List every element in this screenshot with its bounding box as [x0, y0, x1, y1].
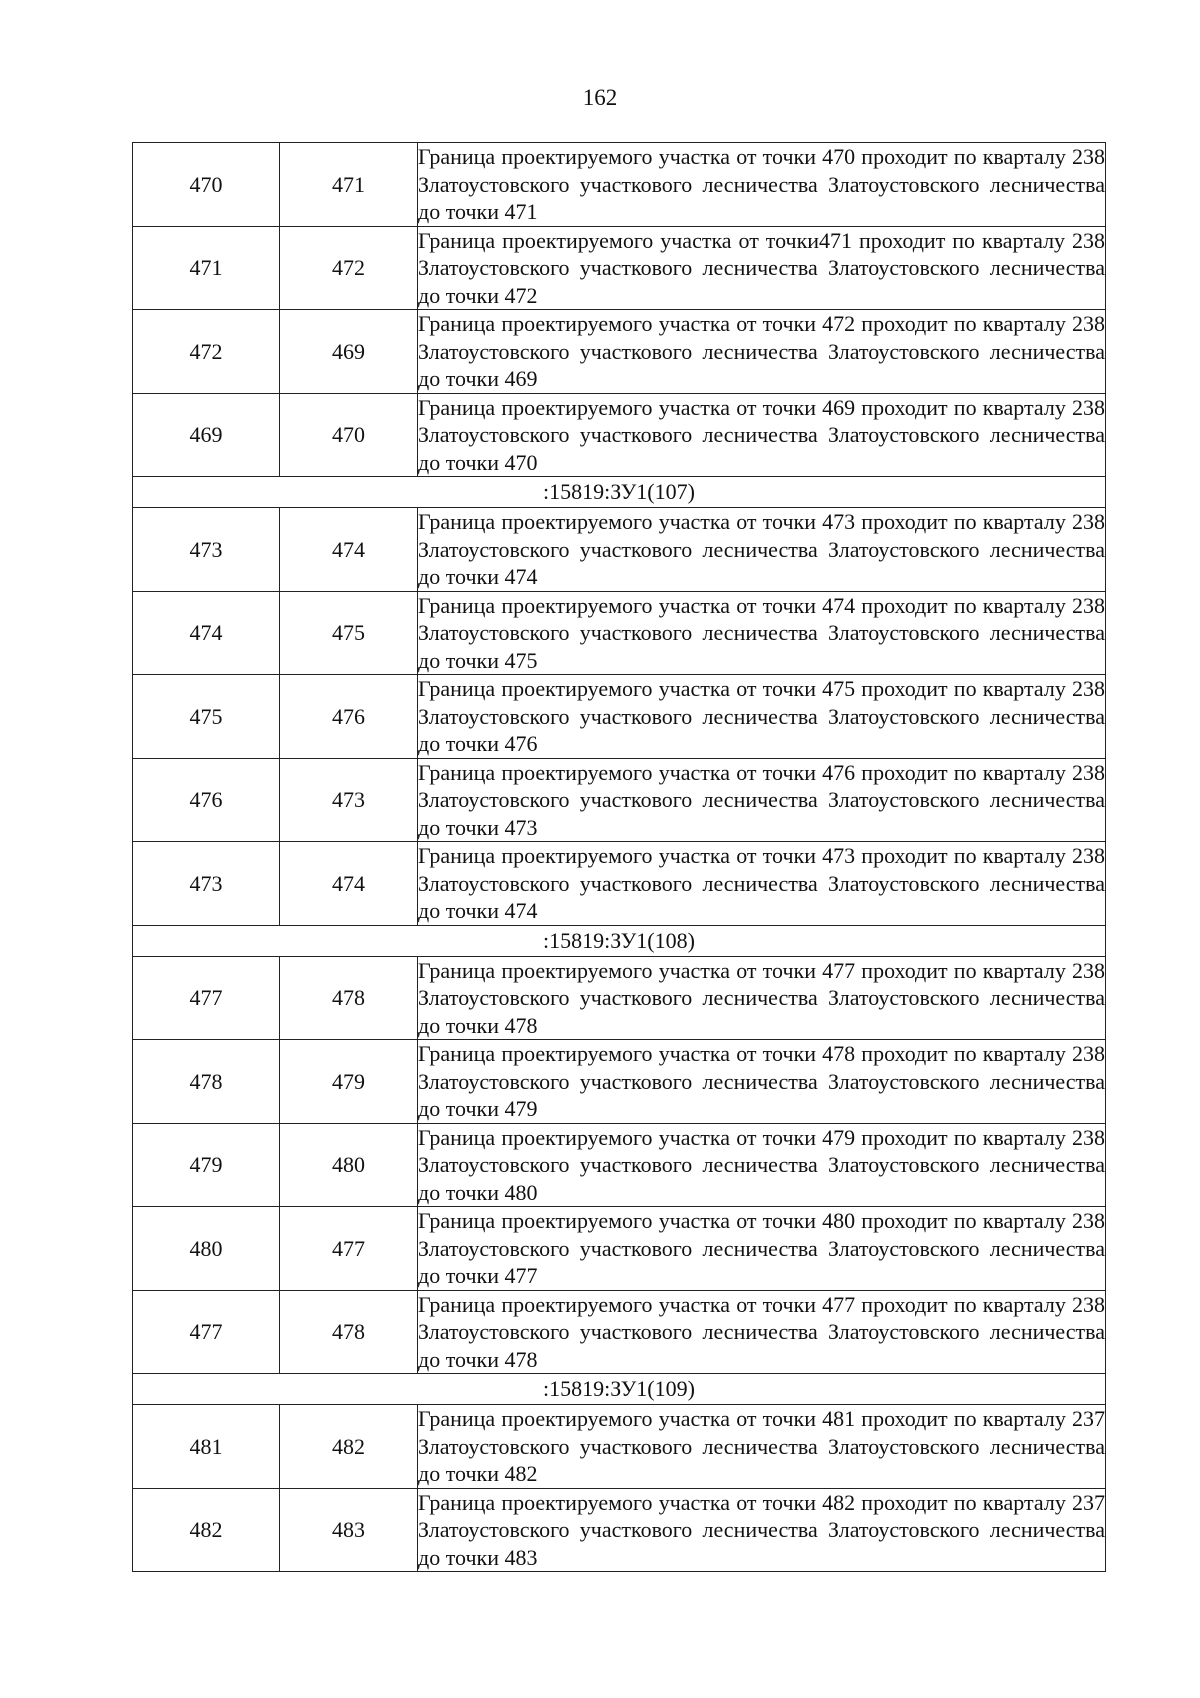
to-point-cell: 472 — [280, 226, 418, 310]
boundary-table — [132, 142, 1106, 1572]
description-cell: Граница проектируемого участка от точки 477 проходит по кварталу 238 Златоустовского участкового лесничества Златоустовского лесничества до точки 478 — [418, 1291, 1105, 1372]
table-row — [133, 1405, 1106, 1489]
from-point-cell: 478 — [133, 1040, 280, 1124]
from-point-cell: 479 — [133, 1123, 280, 1207]
section-header-row — [133, 925, 1106, 956]
from-point-cell: 473 — [133, 842, 280, 926]
to-point-cell: 474 — [280, 842, 418, 926]
to-point-cell: 475 — [280, 591, 418, 675]
table-row — [133, 675, 1106, 759]
to-point-cell: 479 — [280, 1040, 418, 1124]
to-point-cell: 469 — [280, 310, 418, 394]
to-point-cell: 482 — [280, 1405, 418, 1489]
description-cell: Граница проектируемого участка от точки 480 проходит по кварталу 238 Златоустовского участкового лесничества Златоустовского лесничества до точки 477 — [418, 1208, 1105, 1288]
description-cell: Граница проектируемого участка от точки 477 проходит по кварталу 238 Златоустовского участкового лесничества Златоустовского лесничества до точки 478 — [418, 957, 1105, 1038]
section-header-row — [133, 1374, 1106, 1405]
table-row — [133, 310, 1106, 394]
description-cell: Граница проектируемого участка от точки 473 проходит по кварталу 238 Златоустовского участкового лесничества Златоустовского лесничества до точки 474 — [418, 509, 1105, 589]
to-point-cell: 471 — [280, 143, 418, 227]
from-point-cell: 474 — [133, 591, 280, 675]
to-point-cell: 470 — [280, 393, 418, 477]
description-cell: Граница проектируемого участка от точки 481 проходит по кварталу 237 Златоустовского участкового лесничества Златоустовского лесничества до точки 482 — [418, 1406, 1105, 1486]
description-cell: Граница проектируемого участка от точки 472 проходит по кварталу 238 Златоустовского участкового лесничества Златоустовского лесничества до точки 469 — [418, 311, 1105, 391]
table-row — [133, 1290, 1106, 1374]
table-row — [133, 1040, 1106, 1124]
to-point-cell: 476 — [280, 675, 418, 759]
table-row — [133, 758, 1106, 842]
description-cell: Граница проектируемого участка от точки 475 проходит по кварталу 238 Златоустовского участкового лесничества Златоустовского лесничества до точки 476 — [418, 676, 1105, 756]
description-cell: Граница проектируемого участка от точки 478 проходит по кварталу 238 Златоустовского участкового лесничества Златоустовского лесничества до точки 479 — [418, 1041, 1105, 1121]
from-point-cell: 473 — [133, 508, 280, 592]
table-row — [133, 226, 1106, 310]
description-cell: Граница проектируемого участка от точки471 проходит по кварталу 238 Златоустовского участкового лесничества Златоустовского лесничества до точки 472 — [418, 227, 1105, 308]
from-point-cell: 477 — [133, 956, 280, 1040]
to-point-cell: 474 — [280, 508, 418, 592]
table-row — [133, 842, 1106, 926]
to-point-cell: 478 — [280, 956, 418, 1040]
description-cell: Граница проектируемого участка от точки 474 проходит по кварталу 238 Златоустовского участкового лесничества Златоустовского лесничества до точки 475 — [418, 592, 1105, 673]
page-number: 162 — [582, 85, 618, 110]
description-cell: Граница проектируемого участка от точки 476 проходит по кварталу 238 Златоустовского участкового лесничества Златоустовского лесничества до точки 473 — [418, 759, 1105, 840]
table-row — [133, 591, 1106, 675]
table-row — [133, 508, 1106, 592]
description-cell: Граница проектируемого участка от точки 482 проходит по кварталу 237 Златоустовского участкового лесничества Златоустовского лесничества до точки 483 — [418, 1489, 1105, 1570]
description-cell: Граница проектируемого участка от точки 479 проходит по кварталу 238 Златоустовского участкового лесничества Златоустовского лесничества до точки 480 — [418, 1124, 1105, 1205]
section-header-cell: :15819:ЗУ1(109) — [133, 1374, 1106, 1405]
table-row — [133, 1488, 1106, 1572]
section-header-cell: :15819:ЗУ1(107) — [133, 477, 1106, 508]
from-point-cell: 480 — [133, 1207, 280, 1291]
from-point-cell: 472 — [133, 310, 280, 394]
table-row — [133, 956, 1106, 1040]
table-row — [133, 143, 1106, 227]
from-point-cell: 470 — [133, 143, 280, 227]
description-cell: Граница проектируемого участка от точки 473 проходит по кварталу 238 Златоустовского участкового лесничества Златоустовского лесничества до точки 474 — [418, 843, 1105, 923]
to-point-cell: 473 — [280, 758, 418, 842]
to-point-cell: 477 — [280, 1207, 418, 1291]
from-point-cell: 477 — [133, 1290, 280, 1374]
to-point-cell: 483 — [280, 1488, 418, 1572]
to-point-cell: 478 — [280, 1290, 418, 1374]
description-cell: Граница проектируемого участка от точки 469 проходит по кварталу 238 Златоустовского участкового лесничества Златоустовского лесничества до точки 470 — [418, 394, 1105, 475]
description-cell: Граница проектируемого участка от точки 470 проходит по кварталу 238 Златоустовского участкового лесничества Златоустовского лесничества до точки 471 — [418, 144, 1105, 224]
section-header-row — [133, 477, 1106, 508]
from-point-cell: 476 — [133, 758, 280, 842]
from-point-cell: 469 — [133, 393, 280, 477]
to-point-cell: 480 — [280, 1123, 418, 1207]
from-point-cell: 482 — [133, 1488, 280, 1572]
from-point-cell: 481 — [133, 1405, 280, 1489]
section-header-cell: :15819:ЗУ1(108) — [133, 925, 1106, 956]
table-row — [133, 1123, 1106, 1207]
from-point-cell: 471 — [133, 226, 280, 310]
boundary-table-body — [133, 143, 1106, 1572]
table-row — [133, 393, 1106, 477]
table-row — [133, 1207, 1106, 1291]
from-point-cell: 475 — [133, 675, 280, 759]
